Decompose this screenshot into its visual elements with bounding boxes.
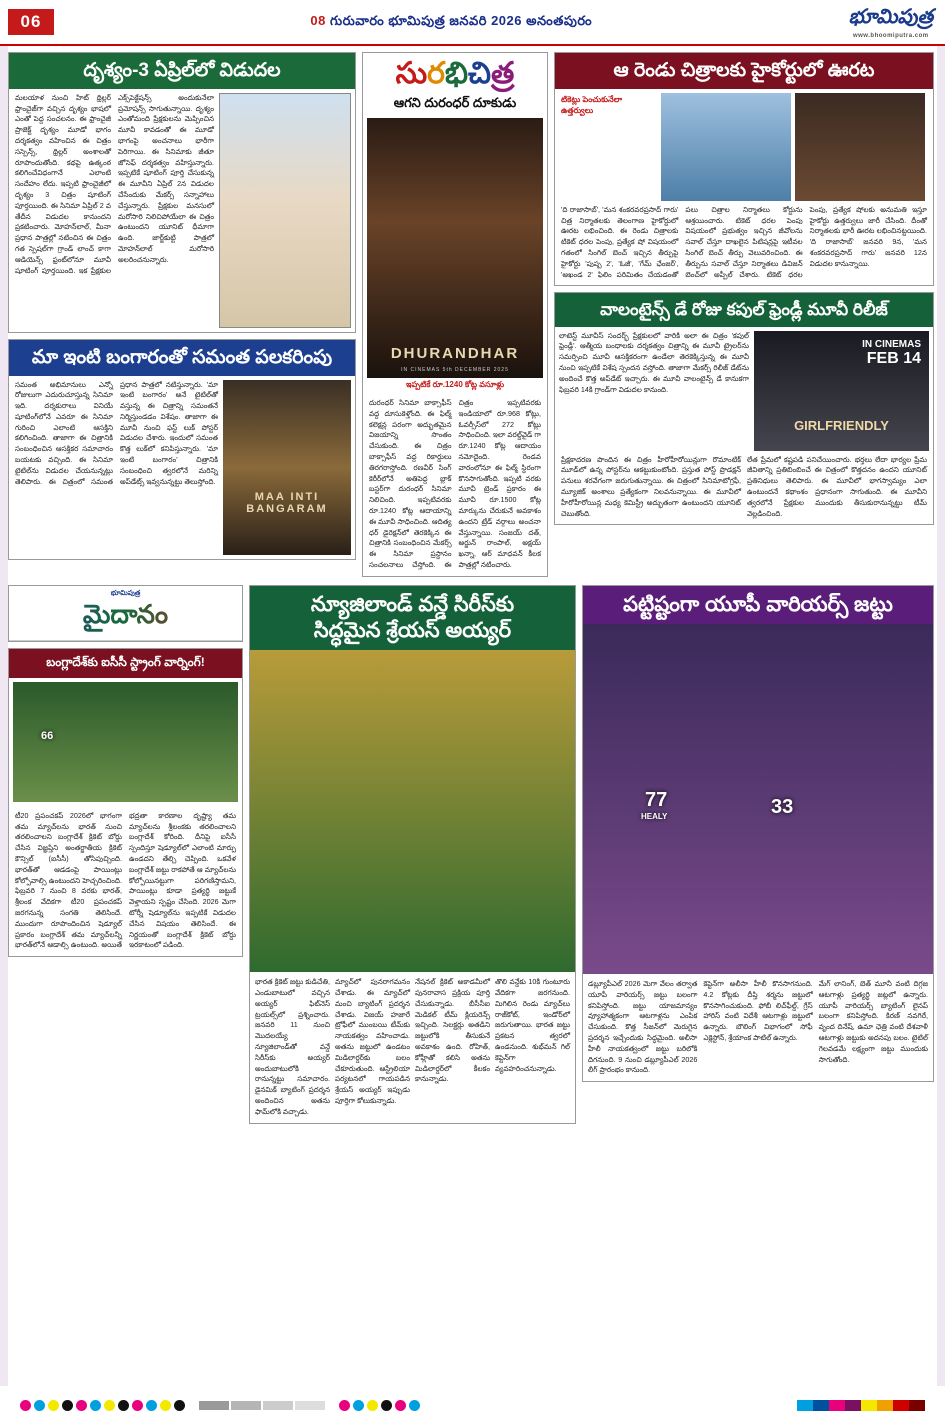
- surabhi-letter-2: ర: [427, 57, 445, 90]
- bangladesh-body: టీ20 ప్రపంచకప్ 2026లో భాగంగా తమ మ్యాచ్‌లను భారత్ నుంచి తరలించాలని బంగ్లాదేశ్ క్రికెట్ బోర్డు చేసిన విజ్ఞప్తిని అంతర్జాతీయ క్రికెట్ కౌన్సిల్ (ఐసీసీ) తోసిపుచ్చింది. భారత్‌తో ఆడడంపై పాయింట్లు కోల్పోవాల్సి ఉంటుందని హెచ్చరించింది. ఫిబ్రవరి 7 నుంచి 8 వరకు భారత్, శ్రీలంక వేదికగా టీ20 ప్రపంచకప్ జరగనున్న సంగతి తెలిసిందే. ముందుగా రూపొందించిన షెడ్యూల్ ప్రకారం బంగ్లాదేశ్ తమ మ్యాచ్‌లన్నీ భారత్‌లోనే ఆడాల్సి ఉంటుంది. అయితే భద్రతా కారణాల దృష్ట్యా తమ మ్యాచ్‌లను శ్రీలంకకు తరలించాలని బంగ్లాదేశ్ కోరింది. దీనిపై ఐసీసీ స్పందిస్తూ షెడ్యూల్‌లో ఎలాంటి మార్పు ఉండదని తేల్చి చెప్పింది. ఒకవేళ బంగ్లాదేశ్ జట్టు రాకపోతే ఆ మ్యాచ్‌లను కోల్పోయినట్టుగా పరిగణిస్తామని, పాయింట్లు కూడా ప్రత్యర్థి జట్టుకే వెళ్తాయని స్పష్టం చేసింది. 2026 మెగా టోర్నీ షెడ్యూల్‌ను ఇప్పటికే విడుదల చేసిన విషయం తెలిసిందే. ఈ నిర్ణయంతో బంగ్లాదేశ్ క్రికెట్ బోర్డు ఇరకాటంలో పడింది.: [15, 810, 236, 950]
- newzealand-headline-line2: సిద్ధమైన శ్రేయస్ అయ్యర్: [313, 619, 512, 642]
- valentines-headline: వాలంటైన్స్ డే రోజు కపుల్ ఫ్రెండ్లీ మూవీ రిలీజ్: [555, 293, 933, 326]
- print-registration-bar: [0, 1392, 945, 1418]
- color-bar-3: [845, 1400, 861, 1411]
- valentines-body-col1: లాటెస్ట్ మూవీస్ సందర్భ్ ప్రేక్షకులలో వారికి అలా ఈ చిత్రం 'కపుల్ ఫ్రెండ్లీ'. ఆత్మీయ బంధాలకు దర్శకత్వం చిత్రాన్ని ఈ మూవీ ట్రైలర్‌ను సమర్పించి మూవీ ఆసక్తికరంగా ఉండేలా తెరకెక్కిస్తున్న ఈ మూవీ నుంచి ఇప్పటికే విశేష స్పందన వస్తోంది. తాజాగా మేకర్స్ రిలీజ్ డేట్‌ను అందించే కొత్త అప్‌డేట్ ఇచ్చారు. ఈ మూవీ వాలంటైన్స్ డే కానుకగా ఫిబ్రవరి 14కి గ్రాండ్‌గా విడుదల కానుంది.: [559, 330, 749, 394]
- article-maa-inti-bangaram: [8, 339, 356, 560]
- color-dot-b-5: [409, 1400, 420, 1411]
- maidanam-masthead: [8, 585, 243, 642]
- masthead-day: గురువారం: [330, 12, 385, 28]
- color-bars-group: [797, 1400, 925, 1411]
- newzealand-body-col1: భారత క్రికెట్ జట్టు కుడిచేతి, ఎండుబాటులో వచ్చిన అయ్యర్ ఫిట్‌నెస్ ట్రయల్స్‌లో ప్రశ్నించారు. జనవరి 11 నుంచి మొదలయ్యే న్యూజిలాండ్‌తో వన్డే సిరీస్‌కు అయ్యర్ అందుబాటులోకి రానున్నట్టు సమాచారం. డైనమిక్ బ్యాటింగ్ ప్రదర్శన అందించిన అతను ఫామ్‌లోకి వచ్చాడు.: [255, 977, 330, 1116]
- photo-vijay-deverakonda: [795, 93, 925, 201]
- upwarriorz-body-col3: మేగ్ లానింగ్, బెత్ మూనీ వంటి దిగ్గజ ఆటగాళ్లు ప్రత్యర్థి జట్లలో ఉన్నారు. యూపీ వారియర్స్ బ్యాటింగ్ లైనప్ బలంగా కనిపిస్తోంది. కిరణ్ నవగిరే, వృంద దినేష్, ఉమా ఛెత్రి వంటి దేశవాళీ ఆటగాళ్లు జట్టుకు అదనపు బలం. టైటిల్ గెలవడమే లక్ష్యంగా జట్టు ముందుకు సాగుతోంది.: [818, 979, 928, 1064]
- upwarriorz-body-col1: డబ్ల్యూపీఎల్ 2026 మెగా వేలం తర్వాత యూపీ వారియర్స్ జట్టు బలంగా కనిపిస్తోంది. జట్టు యాజమాన్యం వ్యూహాత్మకంగా ఆటగాళ్లను ఎంపిక చేసుకుంది. కొత్త సీజన్‌లో మెరుగైన ప్రదర్శన ఇచ్చేందుకు సిద్ధమైంది. అలీసా హీలీ నాయకత్వంలో జట్టు బరిలోకి దిగనుంది. 9 నుంచి డబ్ల్యూపీఎల్ 2026 లీగ్ ప్రారంభం కానుంది.: [588, 979, 698, 1075]
- masthead-paper-name: భూమిపుత్ర: [388, 12, 446, 28]
- color-dot-b-4: [395, 1400, 406, 1411]
- photo-up-warriorz-team: [583, 624, 933, 974]
- top-section: [0, 46, 945, 577]
- color-dot-5: [90, 1400, 101, 1411]
- dhurandhar-subhead: ఆగని దురంధర్ దూకుడు: [393, 95, 517, 110]
- newzealand-body-col4: తొలి వన్డేకు 10కి గుంటూరు వేదికగా జరగనుంది. మిగిలిన రెండు మ్యాచ్‌లు రాజ్‌కోట్, ఇండోర్‌లో జరుగుతాయి. భారత జట్టు ప్రకటన త్వరలో ఉండనుంది. శుభ్‌మన్ గిల్ కెప్టెన్‌గా వ్యవహరించనున్నాడు.: [495, 977, 570, 1073]
- highcourt-body: 'ది రాజాసాబ్', 'మన శంకరవరప్రసాద్ గారు' చిత్ర నిర్మాతలకు తెలంగాణ హైకోర్టులో ఊరట లభించింది. ఈ రెండు చిత్రాలకు టికెట్ ధరల పెంపు, ప్రత్యేక షో విషయంలో గతంలో సింగిల్ బెంచ్ ఇచ్చిన తీర్పుపై హైకోర్టు 'పుష్ప 2', 'ఓజీ', 'గేమ్ ఛేంజర్', 'అఖండ 2' ఫిలిం పరిమితం చేయడంతో పలు చిత్రాల నిర్మాతలు కోర్టును ఆశ్రయించారు. టికెట్ ధరల పెంపు విషయంలో ప్రభుత్వం ఇచ్చిన జీవోలను సవాల్ చేస్తూ దాఖలైన పిటిషన్లపై ఇటీవల సింగిల్ బెంచ్ తీర్పు వెలువరించింది. ఈ తీర్పును సవాల్ చేస్తూ నిర్మాతలు డివిజన్ బెంచ్‌లో అప్పీల్ చేశారు. టికెట్ ధరల పెంపు, ప్రత్యేక షోలకు అనుమతి ఇస్తూ హైకోర్టు ఉత్తర్వులు జారీ చేసింది. దీంతో నిర్మాతలకు భారీ ఊరట లభించినట్టయింది. 'ది రాజాసాబ్' జనవరి 9న, 'మన శంకరవరప్రసాద్ గారు' జనవరి 12న విడుదల కానున్నాయి.: [561, 204, 927, 279]
- color-dot-6: [104, 1400, 115, 1411]
- section-surabhi-chitra: [362, 52, 548, 577]
- grey-patch-3: [295, 1401, 325, 1410]
- grey-patch-0: [199, 1401, 229, 1410]
- valentines-poster-date: [862, 339, 921, 368]
- color-dot-0: [20, 1400, 31, 1411]
- left-margin-strip: [0, 46, 8, 1386]
- jersey-number-33: 33: [771, 796, 794, 818]
- valentines-body-col3: లేత ప్రేమలో కష్టపడి పనిచేయించారు. భర్తలు లేదా భార్యల ప్రేమ జీవితాన్ని ప్రతిబింబించే ఈ చిత్రంలో కొత్తదనం ఉందని యూనిట్ ప్రతినిధులు తెలిపారు. ఈ మూవీలో భాగస్వామ్యం ఎలా ఉంటుందనే కథాంశం ప్రధానంగా సాగుతుంది. ఈ మూవీని త్వరలోనే ప్రేక్షకుల ముందుకు తీసుకురానున్నట్టు టీమ్ వెల్లడించింది.: [747, 454, 927, 518]
- article-up-warriorz: [582, 585, 934, 1082]
- color-dot-3: [62, 1400, 73, 1411]
- masthead-year: 2026: [491, 12, 522, 28]
- surabhi-logo: [363, 53, 547, 91]
- highcourt-subcaption: టికెట్లు పెంచుకునేలా ఉత్తర్వులు: [561, 94, 623, 115]
- drushyam-headline: దృశ్యం-3 ఏప్రిల్‌లో విడుదల: [9, 53, 355, 89]
- color-dots-group-2: [339, 1400, 420, 1411]
- color-bar-1: [813, 1400, 829, 1411]
- article-drushyam3: [8, 52, 356, 333]
- surabhi-letter-3: భి: [444, 57, 469, 90]
- color-bar-4: [861, 1400, 877, 1411]
- grey-patch-2: [263, 1401, 293, 1410]
- color-bar-7: [909, 1400, 925, 1411]
- color-bar-0: [797, 1400, 813, 1411]
- sports-section: [0, 577, 945, 1124]
- maidanam-logo: [9, 586, 242, 641]
- photo-shreyas-iyer: [250, 650, 575, 972]
- article-bangladesh-warning: [8, 648, 243, 957]
- color-bar-6: [893, 1400, 909, 1411]
- newzealand-body-col3: నేషనల్ క్రికెట్ అకాడమీలో పునరావాస ప్రక్రియ పూర్తి చేసుకున్నాడు. బీసీసీఐ మెడికల్ టీమ్ క్లియరెన్స్ ఇచ్చింది. సెలక్టర్లు అతడిని జట్టులోకి తీసుకునే అవకాశం ఉంది. రోహిత్, కోహ్లీతో కలిసి అతను మిడిలార్డర్‌లో కీలకం కానున్నాడు.: [415, 977, 490, 1084]
- masthead-logo: [849, 6, 937, 39]
- upwarriorz-body-col2: కెప్టెన్‌గా అలీసా హీలీ కొనసాగనుంది. 4.2 కోట్లకు దీప్తి శర్మను జట్టులో కొనసాగించుకుంది. ఫోబీ లిచ్‌ఫీల్డ్, గ్రేస్ హారిస్ వంటి విదేశీ ఆటగాళ్లు జట్టులో ఉన్నారు. బౌలింగ్ విభాగంలో సోఫీ ఎక్లెస్టోన్, శ్రేయాంక పాటిల్ ఉన్నారు.: [703, 979, 813, 1042]
- upwarriorz-headline: పట్టిష్టంగా యూపీ వారియర్స్ జట్టు: [583, 586, 933, 624]
- page-number: 06: [8, 9, 54, 35]
- color-bar-5: [877, 1400, 893, 1411]
- newzealand-body-col2: మ్యాచ్‌లో పునరాగమనం చేశాడు. ఈ మ్యాచ్‌లో మంచి బ్యాటింగ్ ప్రదర్శన చేశాడు. విజయ్ హజారే ట్రోఫీలో ముంబయి టీమ్‌కు నాయకత్వం వహించాడు. అతను జట్టులో ఉండటం మిడిలార్డర్‌కు బలం చేకూరుతుంది. ఆస్ట్రేలియా పర్యటనలో గాయపడిన శ్రేయస్ అయ్యర్ ఇప్పుడు పూర్తిగా కోలుకున్నాడు.: [335, 977, 410, 1106]
- sports-column-middle: [249, 585, 576, 1124]
- masthead-edition: అనంతపురం: [526, 12, 593, 28]
- masthead-dateline: [54, 13, 849, 32]
- color-dot-10: [160, 1400, 171, 1411]
- color-dots-group-1: [20, 1400, 185, 1411]
- photo-couple-poster: [754, 331, 929, 451]
- newzealand-headline-line1: న్యూజిలాండ్ వన్డే సిరీస్‌కు: [310, 592, 515, 616]
- samatha-poster-title: MAA INTI BANGARAM: [246, 490, 328, 515]
- greyscale-bar: [199, 1401, 325, 1410]
- valentines-poster-feb14: FEB 14: [866, 349, 921, 367]
- dhurandhar-body: దురంధర్ సినిమా బాక్సాఫీస్ వద్ద దూసుకెళ్తోంది. ఈ ఫిల్మ్ కలెక్షన్ల పరంగా అద్భుతమైన విజయాన్ని సొంతం చేసుకుంది. ఈ చిత్రం బాక్సాఫీస్ వద్ద రికార్డులు తిరగరాస్తోంది. రణవీర్ సింగ్ కెరీర్‌లోనే అతిపెద్ద బ్లాక్ బస్టర్‌గా దురంధర్ సినిమా నిలిచింది. ఇప్పటివరకు రూ.1240 కోట్ల ఆదాయాన్ని ఈ మూవీ సాధించింది. ఆదిత్య ధర్ డైరెక్షన్‌లో తెరకెక్కిన ఈ చిత్రానికి సంబంధించిన మేకర్స్ ఈ సినిమా ప్రస్థానం సంచలనాలు చేస్తోంది. ఈ చిత్రం ఇప్పటివరకు ఇండియాలో రూ.968 కోట్లు, ఓవర్సీస్‌లో 272 కోట్లు సాధించింది. ఇలా వరల్డ్‌వైడ్ గా రూ.1240 కోట్ల ఆదాయం నమోదైంది. రెండవ వారంలోనూ ఈ ఫిల్మ్ స్థిరంగా కొనసాగుతోంది. ఇప్పటి వరకు మూవీ ట్రెండ్ ప్రకారం ఈ మూవీ రూ.1500 కోట్ల మార్కును చేరుకునే అవకాశం ఉందని ట్రేడ్ వర్గాలు అంచనా వేస్తున్నాయి. సంజయ్ దత్, అర్జున్ రాంపాల్, అక్షయ్ ఖన్నా, ఆర్ మాధవన్ కీలక పాత్రల్లో నటించారు.: [369, 398, 541, 569]
- color-dot-b-3: [381, 1400, 392, 1411]
- color-dot-b-2: [367, 1400, 378, 1411]
- valentines-body-col2: ప్రేక్షకాదరణ పొందిన ఈ చిత్రం హీరోహీరోయిన్లుగా రొమాంటిక్ మూడ్‌లో ఉన్న పోస్టర్‌ను ఆకట్టుకుంటోంది. ప్రస్తుత పోస్ట్ ప్రొడక్షన్ పనులు శరవేగంగా జరుగుతున్నాయి. ఈ చిత్రంలో సినిమాటోగ్రఫీ, మ్యూజిక్ అంశాలు ప్రత్యేకంగా నిలవనున్నాయి. ఈ మూవీలో హీరోహీరోయిన్ల మధ్య కెమిస్ట్రీ అద్భుతంగా ఉంటుందని యూనిట్ చెబుతోంది.: [561, 454, 741, 518]
- maidanam-logo-small: భూమిపుత్ర: [110, 589, 141, 597]
- column-left: [8, 52, 356, 577]
- samatha-poster-image: [223, 380, 351, 555]
- color-dot-1: [34, 1400, 45, 1411]
- drushyam-body: మలయాళ నుంచి హిట్ థ్రిల్లర్ ఫ్రాంచైజ్‌గా వచ్చిన దృశ్యం భాషలో ఎంతో పెద్ద సంచలనం. ఈ ఫ్రాంచైజీ ప్రాజెక్ట్ దృశ్యం మూడో భాగం దర్శకత్వం వహించిన ఈ చిత్రం సస్పెన్స్, థ్రిల్లర్ అంశాలతో రూపొందుతోంది. కథపై ఉత్కంఠ కలిగించేవిధంగానే ఎలాంటి సందేహం లేదు. ఇప్పటి ఫ్రాంచైజీలో దృశ్యం 3 చిత్రం షూటింగ్ పూర్తయింది. ఈ సినిమా ఏప్రిల్ 2 వ తేదీన విడుదల కానుందని ప్రకటించారు. మోహన్‌లాల్, మీనా ప్రధాన పాత్రల్లో నటించిన ఈ చిత్రం గత స్పెషల్‌గా గ్రాండ్ లాంచ్ కాగా ఆడియెన్స్ ఫ్రంట్‌లోనూ మూవీ షూటింగ్ పూర్తయింది. ఇక ప్రేక్షకుల ఎక్స్‌పెక్టేషన్స్ అందుకునేలా ప్రమోషన్స్ సాగుతున్నాయి. దృశ్యం ఎంతోమంది ప్రేక్షకులను మెప్పించిన మూవీ కావడంతో ఈ మూడో భాగంపై అంచనాలు భారీగా పెరిగాయి. ఈ సినిమాకు జీతూ జోసెఫ్ దర్శకత్వం వహిస్తున్నారు. ఇప్పటికే షూటింగ్ పూర్తి చేసుకున్న ఈ మూవీని ఏప్రిల్ 2న విడుదల చేసేందుకు మేకర్స్ సన్నాహాలు చేస్తున్నారు. ప్రేక్షకుల మనసులో మరోసారి నిలిచిపోయేలా ఈ చిత్రం ఉంటుందని యూనిట్ ధీమాగా ఉంది. జార్జ్‌కుట్టి పాత్రలో మోహన్‌లాల్ మరోసారి అలరించనున్నారు.: [15, 92, 214, 275]
- color-dot-b-0: [339, 1400, 350, 1411]
- column-middle: [362, 52, 548, 577]
- masthead-date: 08: [310, 12, 326, 28]
- jersey-number-77: 77: [645, 789, 668, 811]
- color-dot-b-1: [353, 1400, 364, 1411]
- article-newzealand-series: [249, 585, 576, 1124]
- dhurandhar-poster-release: IN CINEMAS 5th DECEMBER 2025: [401, 367, 509, 373]
- color-dot-4: [76, 1400, 87, 1411]
- surabhi-letter-5: త్ర: [491, 57, 515, 90]
- color-dot-8: [132, 1400, 143, 1411]
- color-dot-7: [118, 1400, 129, 1411]
- dhurandhar-poster-title: DHURANDHAR: [390, 345, 520, 362]
- maidanam-logo-big: మైదానం: [13, 599, 238, 636]
- masthead-logo-text: భూమిపుత్ర: [848, 5, 933, 28]
- column-right: [554, 52, 934, 577]
- masthead: [0, 0, 945, 46]
- valentines-poster-badge: IN CINEMAS: [862, 338, 921, 350]
- right-margin-strip: [937, 46, 945, 1386]
- article-highcourt: [554, 52, 934, 286]
- grey-patch-1: [231, 1401, 261, 1410]
- jersey-number-66: 66: [41, 729, 54, 742]
- sports-column-right: [582, 585, 934, 1124]
- masthead-month: జనవరి: [449, 12, 487, 28]
- dhurandhar-collection-caption: ఇప్పటికే రూ.1240 కోట్ల వసూళ్లు: [405, 380, 505, 389]
- bangladesh-banner-headline: బంగ్లాదేశ్‌కు ఐసీసీ స్ట్రాంగ్ వార్నింగ్!: [9, 649, 242, 678]
- color-dot-2: [48, 1400, 59, 1411]
- surabhi-letter-1: సు: [395, 57, 428, 90]
- samatha-headline: మా ఇంటి బంగారంతో సమంత పలకరింపు: [9, 340, 355, 376]
- jersey-name-healy: HEALY: [641, 812, 668, 821]
- samatha-body: సమంత అభిమానులు ఎన్నో రోజులుగా ఎదురుచూస్తున్న సినిమా ఇది. దర్శకురాలు వినియే షూటింగ్‌లోనే ఎవరూ ఈ సినిమా గురించి ఎలాంటి ఆసక్తిని కలిగించింది. తాజాగా ఈ చిత్రానికి సంబంధించిన ఆసక్తికర సమాచారం బయటకు వచ్చింది. ఈ సినిమా టైటిల్‌ను విడుదల చేయనున్నట్లు తెలిపారు. ఈ చిత్రంలో సమంత ప్రధాన పాత్రలో నటిస్తున్నారు. 'మా ఇంటి బంగారం' అనే టైటిల్‌తో వస్తున్న ఈ చిత్రాన్ని సమంతనే నిర్మిస్తుండడం విశేషం. తాజాగా ఈ మూవీ నుంచి ఫస్ట్ లుక్ పోస్టర్ విడుదల చేశారు. ఇందులో సమంత కొత్త లుక్‌లో కనిపిస్తున్నారు. 'మా ఇంటి బంగారం' చిత్రానికి సంబంధించి త్వరలోనే మరిన్ని అప్‌డేట్స్ ఇవ్వనున్నట్టు తెలుస్తోంది.: [15, 379, 218, 486]
- photo-chiranjeevi: [661, 93, 791, 201]
- surabhi-letter-4: చి: [468, 57, 492, 90]
- color-dot-9: [146, 1400, 157, 1411]
- sports-column-left: [8, 585, 243, 1124]
- valentines-poster-title: GIRLFRIENDLY: [794, 417, 889, 433]
- article-valentines-movie: [554, 292, 934, 525]
- dhurandhar-poster-image: [367, 118, 543, 378]
- color-bar-2: [829, 1400, 845, 1411]
- photo-bangladesh-team: [13, 682, 238, 802]
- drushyam-poster-image: [219, 93, 351, 328]
- masthead-logo-url: www.bhoomiputra.com: [852, 32, 929, 39]
- highcourt-headline: ఆ రెండు చిత్రాలకు హైకోర్టులో ఊరట: [555, 53, 933, 89]
- color-dot-11: [174, 1400, 185, 1411]
- newzealand-headline: [250, 586, 575, 651]
